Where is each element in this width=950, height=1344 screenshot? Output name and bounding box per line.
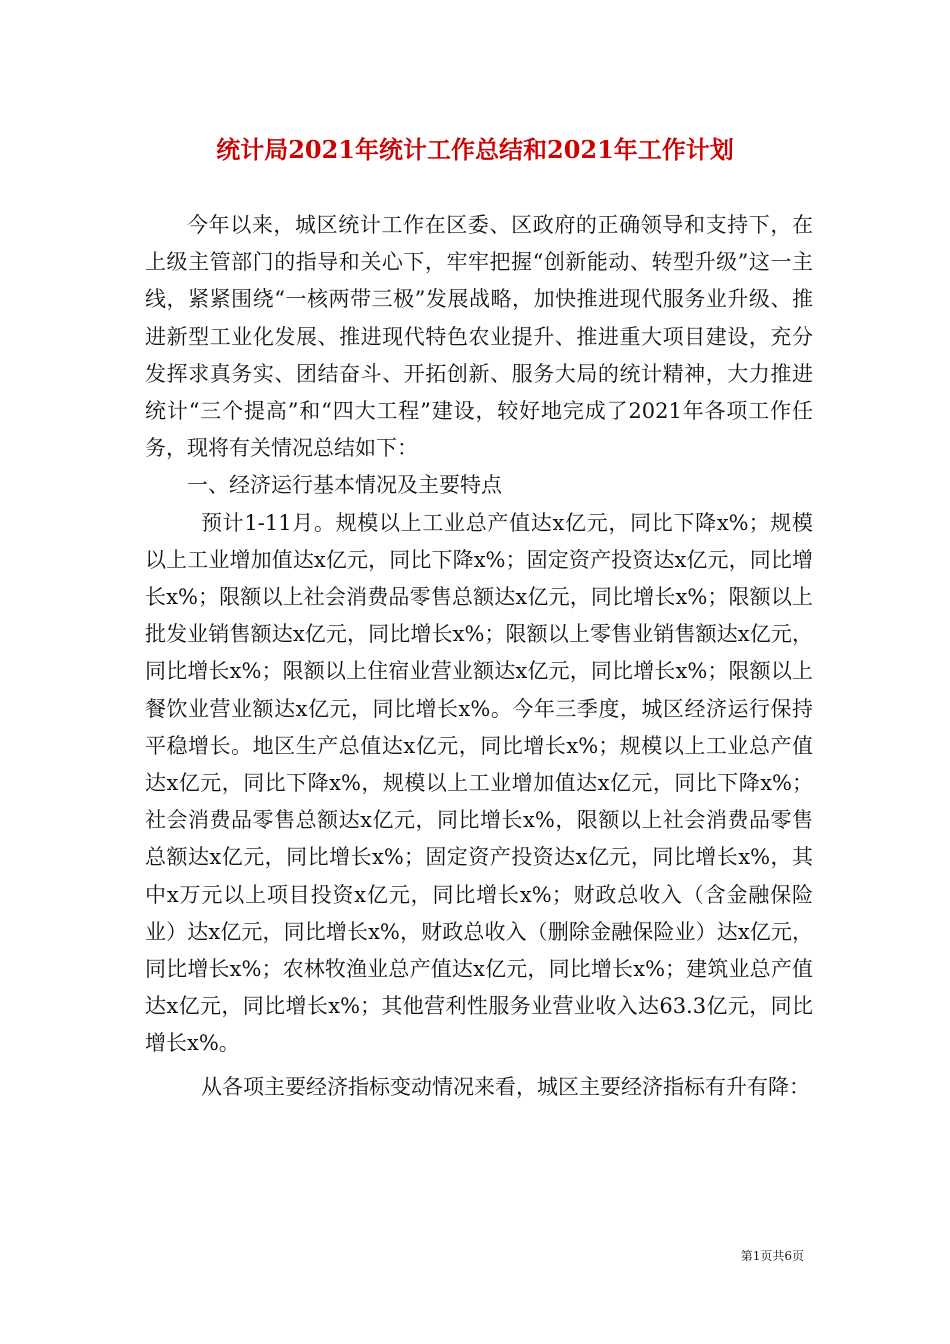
- document-title: 统计局2021年统计工作总结和2021年工作计划: [216, 135, 734, 164]
- paragraph-statistics: 预计1-11月。规模以上工业总产值达x亿元，同比下降x%；规模以上工业增加值达x亿元，同比下降x%；固定资产投资达x亿元，同比增长x%；限额以上社会消费品零售总额达x亿元，同比增长x%；限额以上批发业销售额达x亿元，同比增长x%；限额以上零售业销售额达x亿元，同比增长x%；限额以上住宿业营业额达x亿元，同比增长x%；限额以上餐饮业营业额达x亿元，同比增长x%。今年三季度，城区经济运行保持平稳增长。地区生产总值达x亿元，同比增长x%；规模以上工业总产值达x亿元，同比下降x%，规模以上工业增加值达x亿元，同比下降x%；社会消费品零售总额达x亿元，同比增长x%，限额以上社会消费品零售总额达x亿元，同比增长x%；固定资产投资达x亿元，同比增长x%，其中x万元以上项目投资x亿元，同比增长x%；财政总收入（含金融保险业）达x亿元，同比增长x%，财政总收入（删除金融保险业）达x亿元，同比增长x%；农林牧渔业总产值达x亿元，同比增长x%；建筑业总产值达x亿元，同比增长x%；其他营利性服务业营业收入达63.3亿元，同比增长x%。: [145, 510, 813, 1056]
- document-body: [145, 207, 813, 1106]
- paragraph-intro: 今年以来，城区统计工作在区委、区政府的正确领导和支持下，在上级主管部门的指导和关心下，牢牢把握“创新能动、转型升级”这一主线，紧紧围绕“一核两带三极”发展战略，加快推进现代服务业升级、推进新型工业化发展、推进现代特色农业提升、推进重大项目建设，充分发挥求真务实、团结奋斗、开拓创新、服务大局的统计精神，大力推进统计“三个提高”和“四大工程”建设，较好地完成了2021年各项工作任务，现将有关情况总结如下：: [145, 213, 813, 461]
- section-heading: 一、经济运行基本情况及主要特点: [187, 473, 502, 498]
- paragraph-indicators: 从各项主要经济指标变动情况来看，城区主要经济指标有升有降：: [201, 1074, 810, 1099]
- page-number: 第1页共6页: [740, 1249, 804, 1263]
